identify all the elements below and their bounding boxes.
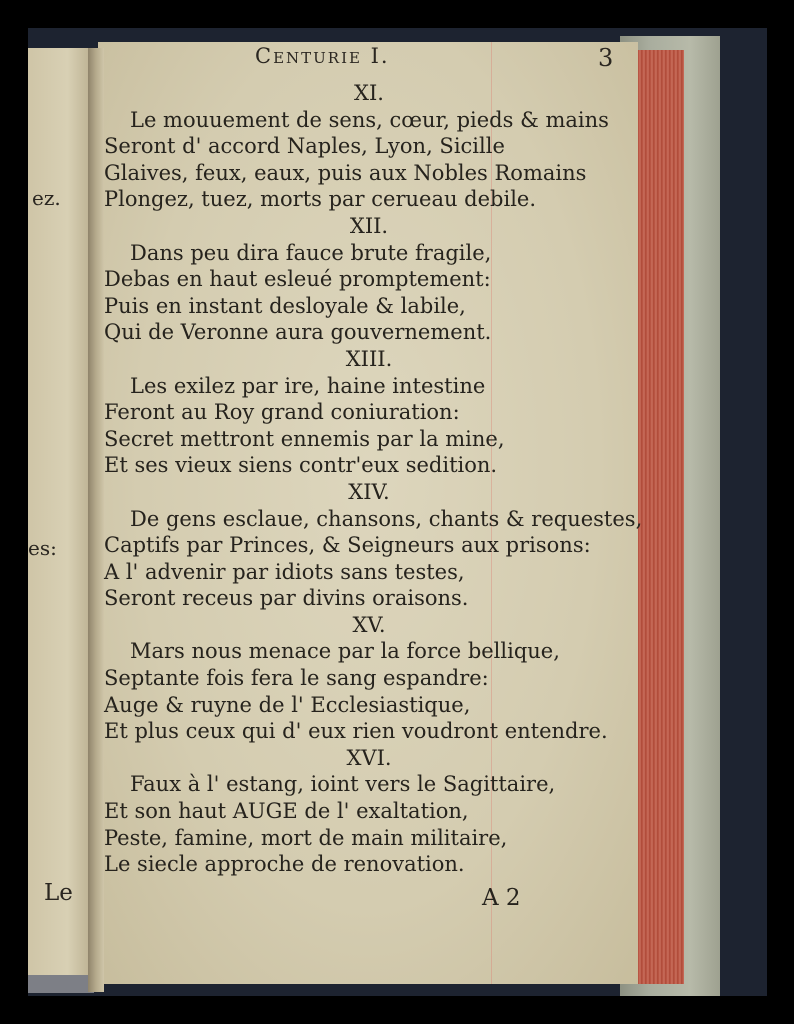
verse-line: A l' advenir par idiots sans testes, [104,559,465,584]
verse-line: Septante fois fera le sang espandre: [104,666,489,691]
running-title: Centurie I. [255,44,390,68]
verse-line: Seront receus par divins oraisons. [104,586,469,611]
verse-line: Et son haut AUGE de l' exaltation, [104,799,469,824]
verse-line: Faux à l' estang, ioint vers le Sagittaire, [130,772,556,797]
verse-line: Glaives, feux, eaux, puis aux Nobles Romains [104,160,587,185]
verse-line: Le mouuement de sens, cœur, pieds & mains [130,107,609,132]
left-page-fragment: es: [28,536,57,560]
left-page-fragment: ez. [32,186,61,210]
quatrain-numeral: XV. [352,612,386,637]
verse-line: Auge & ruyne de l' Ecclesiastique, [104,692,471,717]
verse-line: Captifs par Princes, & Seigneurs aux prisons: [104,533,591,558]
verse-line: Le siecle approche de renovation. [104,852,465,877]
verse-line: Puis en instant desloyale & labile, [104,293,466,318]
quatrain-numeral: XI. [354,81,384,105]
book-gutter [88,48,104,992]
signature-mark: A 2 [482,885,521,911]
quatrain-numeral: XIV. [348,479,390,504]
verse-line: Plongez, tuez, morts par cerueau debile. [104,187,537,212]
verse-line: Qui de Veronne aura gouvernement. [104,320,492,345]
verse-line: Dans peu dira fauce brute fragile, [130,240,492,265]
verse-line: De gens esclaue, chansons, chants & requestes, [130,506,643,531]
verse-line: Peste, famine, mort de main militaire, [104,825,508,850]
verse-line: Secret mettront ennemis par la mine, [104,426,505,451]
verse-line: Et plus ceux qui d' eux rien voudront entendre. [104,719,608,744]
verse-line: Mars nous menace par la force bellique, [130,639,560,664]
verse-line: Et ses vieux siens contr'eux sedition. [104,453,498,478]
verse-line: Seront d' accord Naples, Lyon, Sicille [104,134,505,159]
quatrain-numeral: XII. [349,213,389,238]
verse-line: Debas en haut esleué promptement: [104,267,491,292]
verse-line: Les exilez par ire, haine intestine [130,373,486,398]
left-page-fragment: Le [44,880,73,906]
quatrain-numeral: XVI. [346,745,392,770]
bottom-strip [28,975,94,993]
quatrains-text [104,80,643,878]
verse-line: Feront au Roy grand coniuration: [104,400,460,425]
page-number: 3 [598,44,614,72]
quatrain-numeral: XIII. [345,346,393,371]
red-page-edges [636,50,684,984]
